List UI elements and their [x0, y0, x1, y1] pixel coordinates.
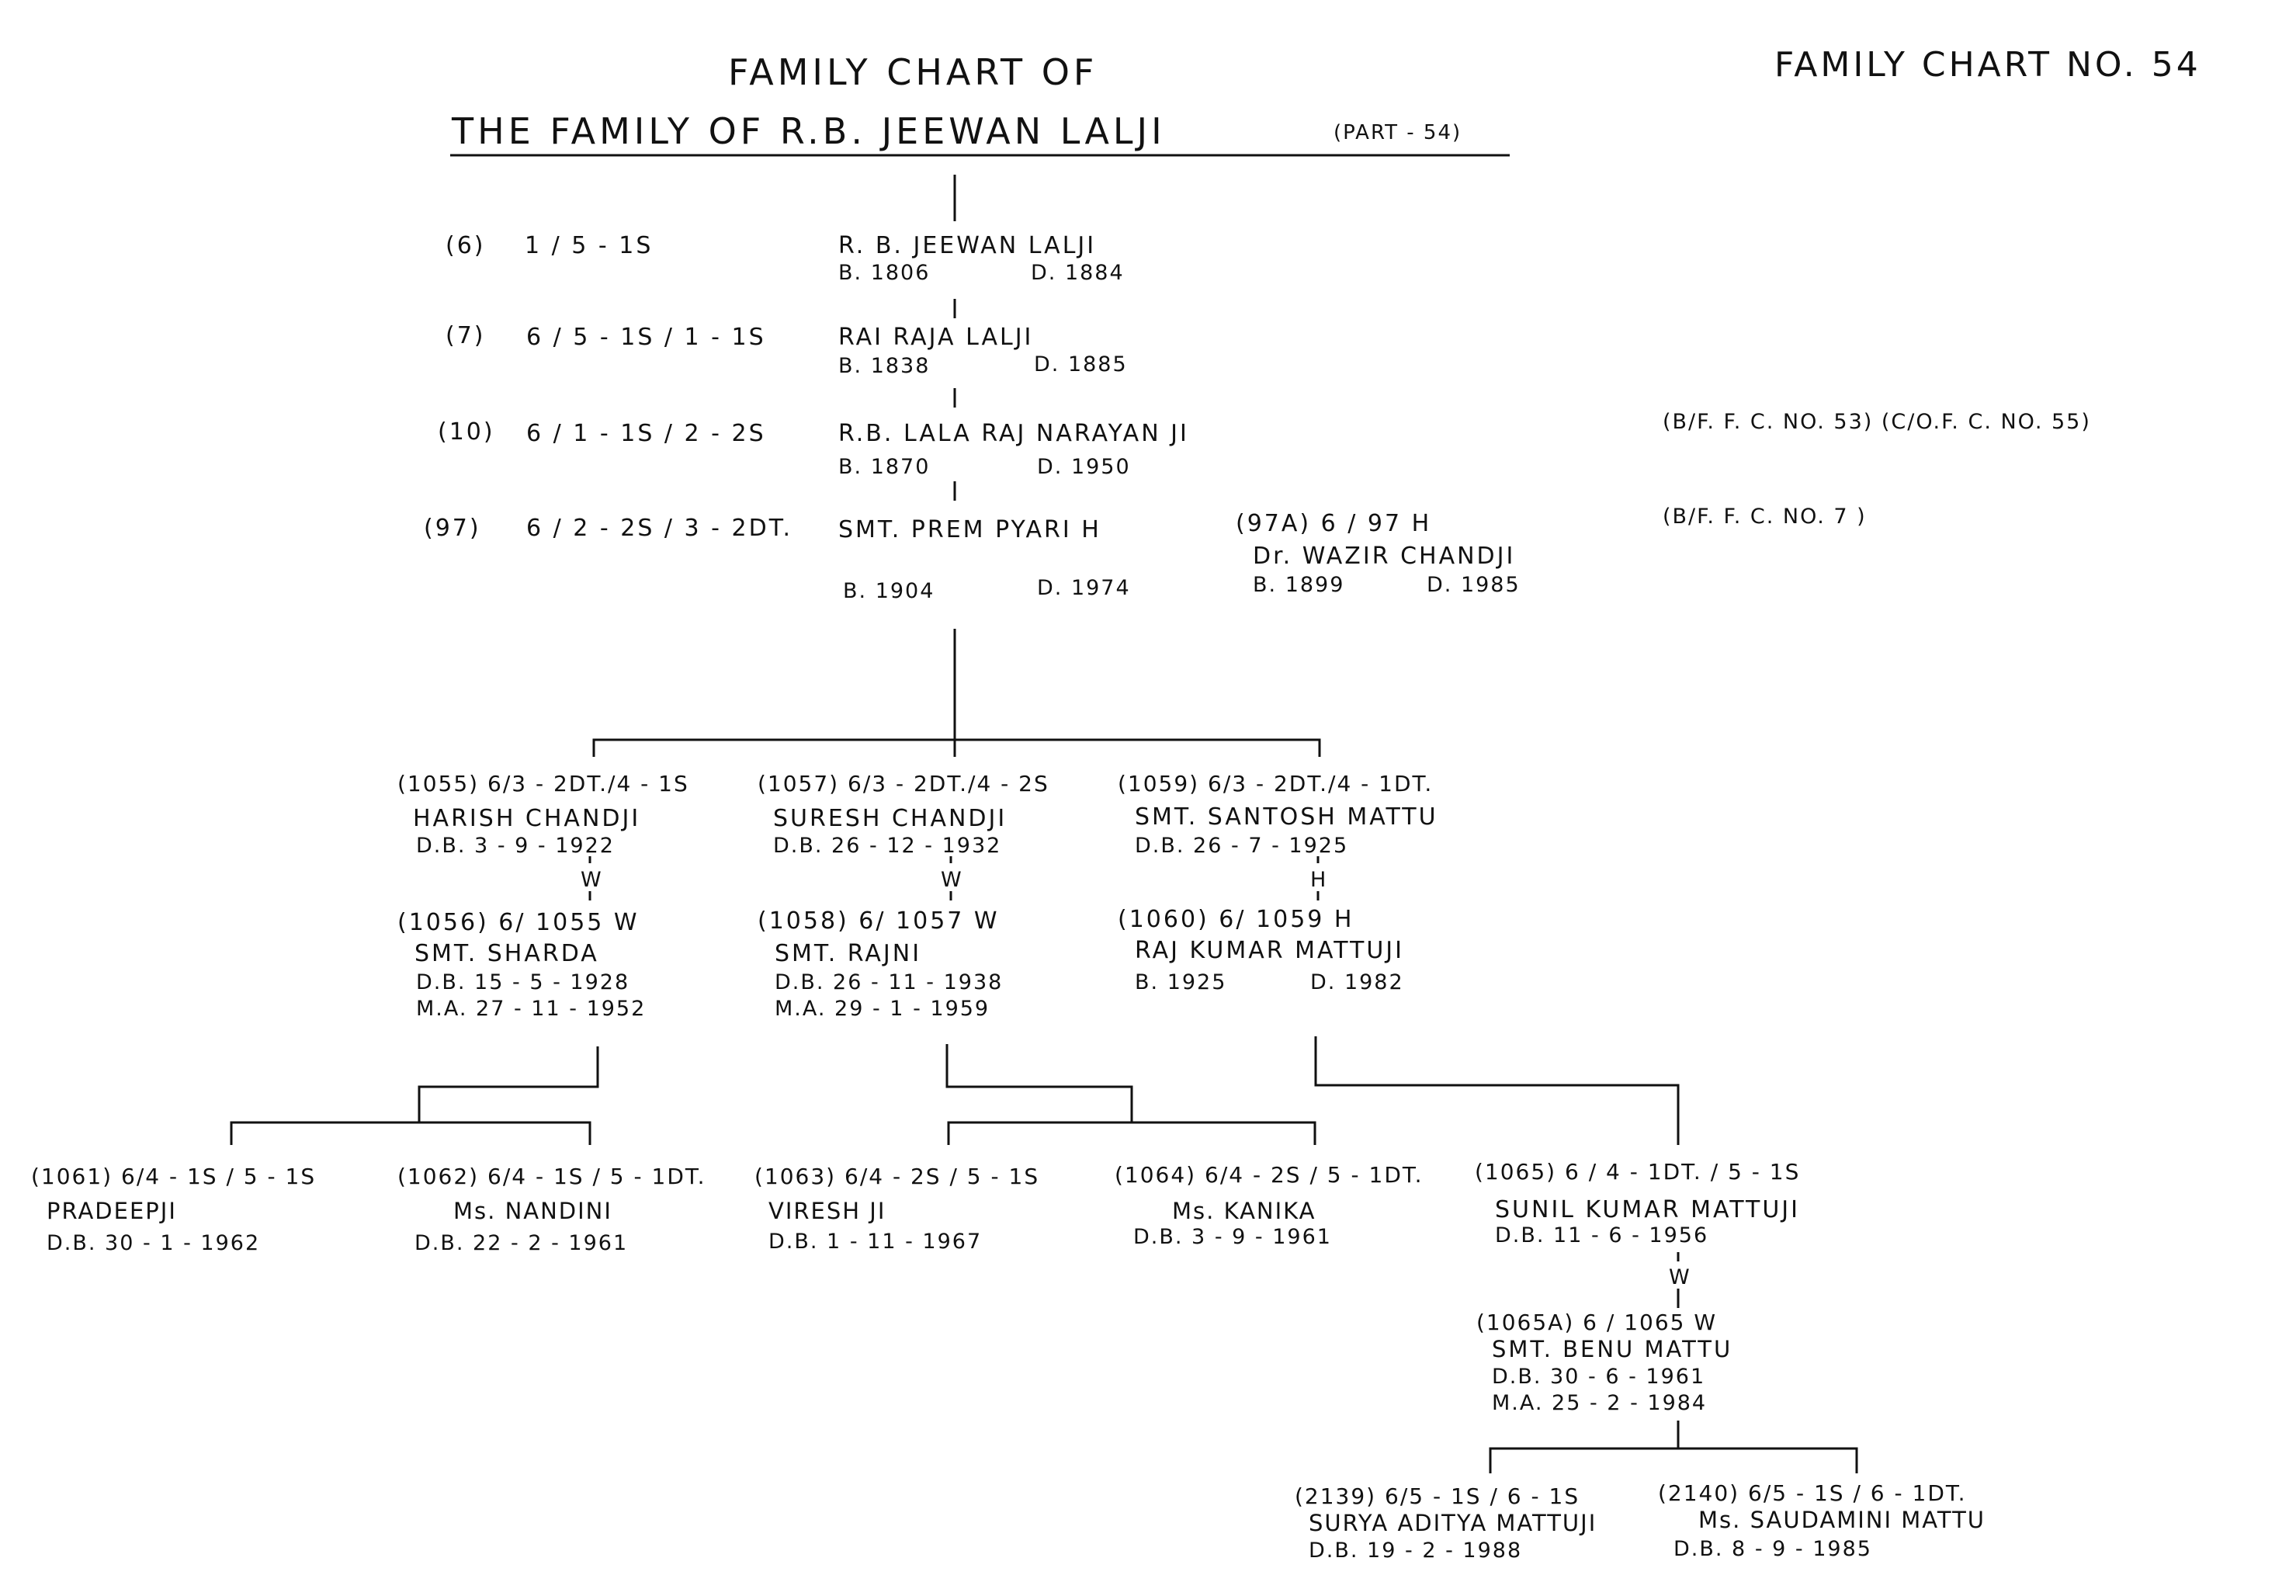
member-number: (10) [438, 418, 495, 446]
date-of-birth: D.B. 26 - 12 - 1932 [773, 834, 1002, 858]
member-name: Dr. WAZIR CHANDJI [1253, 543, 1516, 570]
member-name: RAJ KUMAR MATTUJI [1135, 937, 1405, 964]
bracket-santosh-children [1316, 1036, 1678, 1145]
bracket-gen3 [594, 740, 1320, 757]
member-name: VIRESH JI [768, 1198, 886, 1224]
marriage-date: M.A. 29 - 1 - 1959 [775, 997, 990, 1021]
birth-year: B. 1806 [838, 261, 931, 285]
member-code: (1065A) 6 / 1065 W [1476, 1310, 1718, 1335]
cross-reference-note: (B/F. F. C. NO. 53) (C/O.F. C. NO. 55) [1663, 410, 2091, 434]
member-code: (1056) 6/ 1055 W [397, 909, 640, 936]
date-of-birth: D.B. 26 - 7 - 1925 [1135, 834, 1349, 858]
part-label: (PART - 54) [1334, 121, 1462, 144]
death-year: D. 1985 [1427, 573, 1521, 597]
member-code: 6 / 1 - 1S / 2 - 2S [526, 420, 766, 447]
member-code: (97A) 6 / 97 H [1236, 510, 1432, 537]
date-of-birth: D.B. 11 - 6 - 1956 [1495, 1223, 1709, 1247]
member-code: (1061) 6/4 - 1S / 5 - 1S [31, 1164, 317, 1189]
member-name: RAI RAJA LALJI [838, 324, 1034, 351]
bracket-harish-children [231, 1046, 598, 1145]
member-name: PRADEEPJI [47, 1198, 177, 1224]
member-code: (1058) 6/ 1057 W [758, 907, 1000, 935]
member-name: SURESH CHANDJI [773, 805, 1008, 832]
date-of-birth: D.B. 26 - 11 - 1938 [775, 970, 1004, 994]
chart-number: FAMILY CHART NO. 54 [1774, 45, 2201, 85]
member-code: 6 / 5 - 1S / 1 - 1S [526, 324, 766, 351]
member-name: SMT. RAJNI [775, 940, 922, 967]
death-year: D. 1950 [1037, 455, 1131, 479]
marriage-date: M.A. 27 - 11 - 1952 [416, 997, 647, 1021]
member-code: (1065) 6 / 4 - 1DT. / 5 - 1S [1475, 1159, 1801, 1185]
member-name: Ms. NANDINI [453, 1198, 612, 1224]
marriage-date: M.A. 25 - 2 - 1984 [1492, 1391, 1708, 1415]
member-code: (1060) 6/ 1059 H [1118, 906, 1354, 933]
date-of-birth: D.B. 3 - 9 - 1961 [1133, 1225, 1332, 1249]
date-of-birth: D.B. 30 - 6 - 1961 [1492, 1365, 1706, 1389]
relation-marker: H [1310, 868, 1328, 892]
member-code: 6 / 2 - 2S / 3 - 2DT. [526, 515, 793, 542]
death-year: D. 1974 [1037, 576, 1131, 600]
date-of-birth: D.B. 3 - 9 - 1922 [416, 834, 615, 858]
date-of-birth: D.B. 1 - 11 - 1967 [768, 1230, 983, 1254]
date-of-birth: D.B. 30 - 1 - 1962 [47, 1231, 261, 1255]
member-number: (7) [446, 322, 486, 349]
date-of-birth: D.B. 15 - 5 - 1928 [416, 970, 630, 994]
death-year: D. 1982 [1310, 970, 1404, 994]
member-code: (1057) 6/3 - 2DT./4 - 2S [758, 771, 1049, 796]
member-number: (97) [424, 515, 481, 542]
birth-year: B. 1925 [1135, 970, 1227, 994]
relation-marker: W [941, 868, 963, 892]
birth-year: B. 1838 [838, 354, 931, 378]
date-of-birth: D.B. 8 - 9 - 1985 [1673, 1537, 1872, 1561]
member-name: Ms. SAUDAMINI MATTU [1698, 1507, 1986, 1533]
member-name: SURYA ADITYA MATTUJI [1309, 1510, 1597, 1536]
member-name: SMT. SANTOSH MATTU [1135, 803, 1438, 831]
member-code: (2140) 6/5 - 1S / 6 - 1DT. [1658, 1480, 1967, 1506]
death-year: D. 1885 [1034, 352, 1128, 376]
date-of-birth: D.B. 22 - 2 - 1961 [414, 1231, 629, 1255]
member-code: (1063) 6/4 - 2S / 5 - 1S [754, 1164, 1040, 1189]
birth-year: B. 1870 [838, 455, 931, 479]
member-name: Ms. KANIKA [1172, 1198, 1316, 1224]
member-name: SMT. PREM PYARI H [838, 516, 1101, 543]
birth-year: B. 1904 [843, 579, 935, 603]
member-name: SMT. BENU MATTU [1492, 1336, 1733, 1362]
bracket-gen5 [1490, 1449, 1857, 1473]
member-code: (1059) 6/3 - 2DT./4 - 1DT. [1118, 771, 1434, 796]
bracket-suresh-children [947, 1044, 1315, 1145]
member-name: R. B. JEEWAN LALJI [838, 232, 1097, 259]
page-title-line2: THE FAMILY OF R.B. JEEWAN LALJI [452, 110, 1166, 152]
date-of-birth: D.B. 19 - 2 - 1988 [1309, 1539, 1523, 1563]
member-code: (1055) 6/3 - 2DT./4 - 1S [397, 771, 689, 796]
member-code: (1064) 6/4 - 2S / 5 - 1DT. [1115, 1162, 1424, 1188]
cross-reference-note: (B/F. F. C. NO. 7 ) [1663, 505, 1867, 529]
member-code: 1 / 5 - 1S [525, 232, 654, 259]
death-year: D. 1884 [1031, 261, 1125, 285]
member-name: SMT. SHARDA [414, 940, 599, 967]
member-name: SUNIL KUMAR MATTUJI [1495, 1196, 1801, 1223]
member-number: (6) [446, 232, 486, 259]
page-title-line1: FAMILY CHART OF [728, 51, 1098, 93]
member-code: (1062) 6/4 - 1S / 5 - 1DT. [397, 1164, 706, 1189]
member-name: HARISH CHANDJI [413, 805, 641, 832]
relation-marker: W [1669, 1265, 1691, 1289]
birth-year: B. 1899 [1253, 573, 1345, 597]
member-name: R.B. LALA RAJ NARAYAN JI [838, 420, 1189, 447]
relation-marker: W [581, 868, 603, 892]
member-code: (2139) 6/5 - 1S / 6 - 1S [1295, 1483, 1580, 1509]
